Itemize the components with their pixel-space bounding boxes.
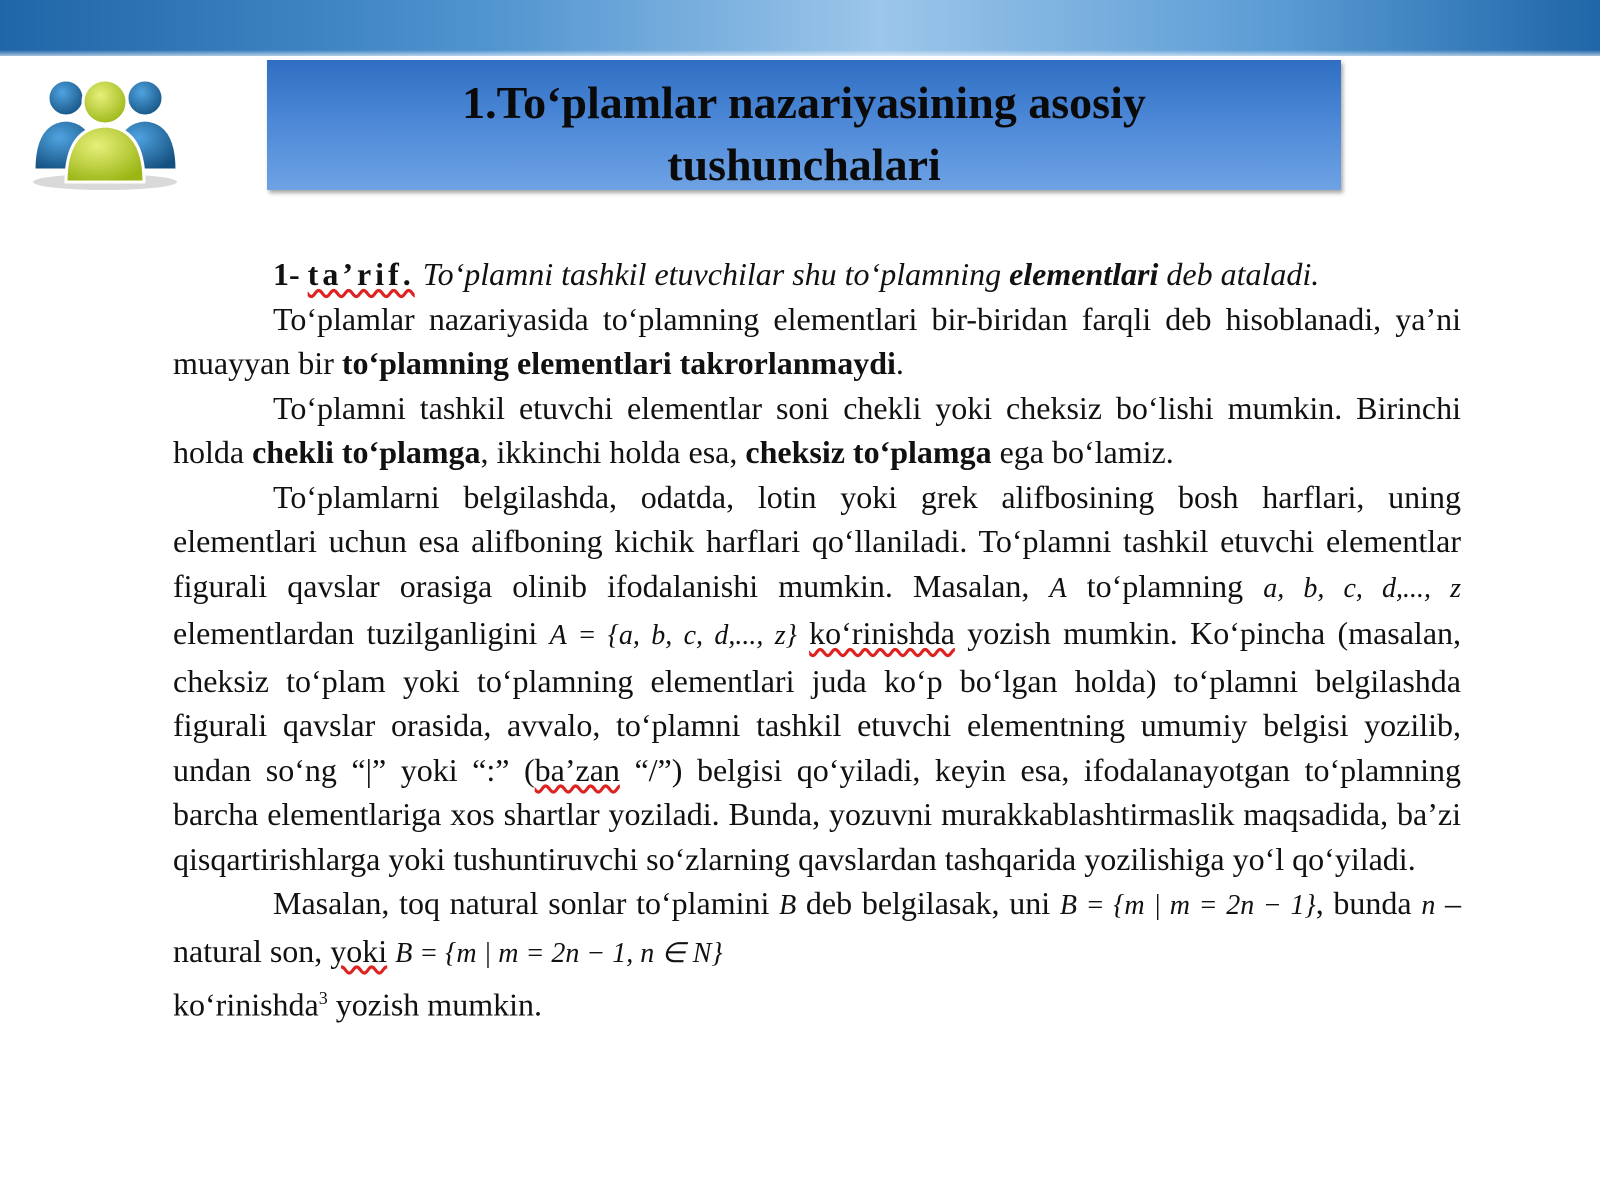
paragraph-4-text-2: to‘plamning [1066,567,1264,604]
title-line-1: 1.To‘plamlar nazariyasining asosiy [462,77,1146,128]
paragraph-2-text-2: . [895,345,904,381]
paragraph-5-text-3: , bunda [1315,885,1422,921]
math-elements: a, b, c, d,..., z [1263,572,1462,604]
math-n: n [1421,890,1436,921]
math-set-b: B [779,890,797,921]
paragraph-5-text-5: ko‘rinishda [173,986,319,1023]
paragraph-5-text-1: Masalan, toq natural sonlar to‘plamini [273,885,780,921]
paragraph-4-wavy-1: ko‘rinishda [809,615,955,651]
paragraph-2-text-1: To‘plamlar nazariyasida to‘plamning elementlari bir-biridan farqli deb hisoblanadi, ya’ni muayyan bir [173,300,1461,381]
paragraph-4 [173,475,1461,882]
slide-title [267,60,1341,190]
paragraph-3-bold-1: chekli to‘plamga [252,434,481,470]
math-set-a: A [1049,572,1067,604]
slide-body [173,252,1461,1027]
paragraph-3-text-3: ega bo‘lamiz. [991,434,1174,470]
top-banner [0,0,1600,56]
paragraph-4-text-5: “/”) belgisi qo‘yiladi, keyin esa, ifodalanayotgan to‘plamning barcha elementlariga xos shartlar yoziladi. Bunda, yozuvni murakkablashtirmaslik maqsadida, ba’zi qisqartirishlarga yoki tushuntiruvchi so‘zlarning qavslardan tashqarida yozilishiga yo‘l qo‘yiladi. [173,751,1462,877]
paragraph-4-wavy-2: ba’zan [534,751,620,788]
definition-bold-term: elementlari [1009,256,1159,292]
paragraph-2 [173,297,1461,386]
paragraph-3-text-2: , ikkinchi holda esa, [480,434,746,470]
math-set-a-definition: A = {a, b, c, d,..., z} [549,620,797,651]
paragraph-3 [173,386,1461,475]
definition-text-2: deb ataladi. [1158,256,1320,292]
paragraph-5-text-2: deb belgilasak, uni [796,885,1060,921]
definition-text-1: To‘plamni tashkil etuvchilar shu to‘plamning [414,256,1010,292]
math-set-b-full-definition: B = {m | m = 2n − 1, n ∈ N} [395,937,723,969]
paragraph-4-text-1: To‘plamlarni belgilashda, odatda, lotin yoki grek alifbosining bosh harflari, uning elementlari uchun esa alifboning kichik harflari qo‘llaniladi. To‘plamni tashkil etuvchi elementlar figurali qavslar orasiga olinib ifodalanishi mumkin. Masalan, [173,478,1461,604]
paragraph-4-text-4: yozish mumkin. Ko‘pincha (masalan, cheksiz to‘plam yoki to‘plamning elementlari juda ko‘p bo‘lgan holda) to‘plamni belgilashda figurali qavslar orasida, avvalo, to‘plamni tashkil etuvchi elementning umumiy belgisi yozilib, undan so‘ng “|” yoki “:” ( [173,615,1462,788]
paragraph-3-bold-2: cheksiz to‘plamga [745,434,992,470]
paragraph-5-text-6: yozish mumkin. [327,986,542,1023]
footnote-marker: 3 [318,988,328,1008]
paragraph-2-bold: to‘plamning elementlari takrorlanmaydi [341,345,896,381]
paragraph-5-text-4: – natural son, [173,885,1462,969]
paragraph-3-text-1: To‘plamni tashkil etuvchi elementlar soni chekli yoki cheksiz bo‘lishi mumkin. Birinchi holda [173,389,1461,470]
people-group-icon [28,70,183,195]
definition-number: 1- [273,256,300,292]
title-line-2: tushunchalari [667,139,941,190]
math-set-b-definition: B = {m | m = 2n − 1} [1059,890,1316,921]
paragraph-5 [173,881,1461,1027]
paragraph-5-wavy: yoki [330,932,388,969]
definition-paragraph [173,252,1461,297]
definition-label: ta’rif. [307,256,415,292]
paragraph-4-text-3: elementlardan tuzilganligini [173,615,550,651]
